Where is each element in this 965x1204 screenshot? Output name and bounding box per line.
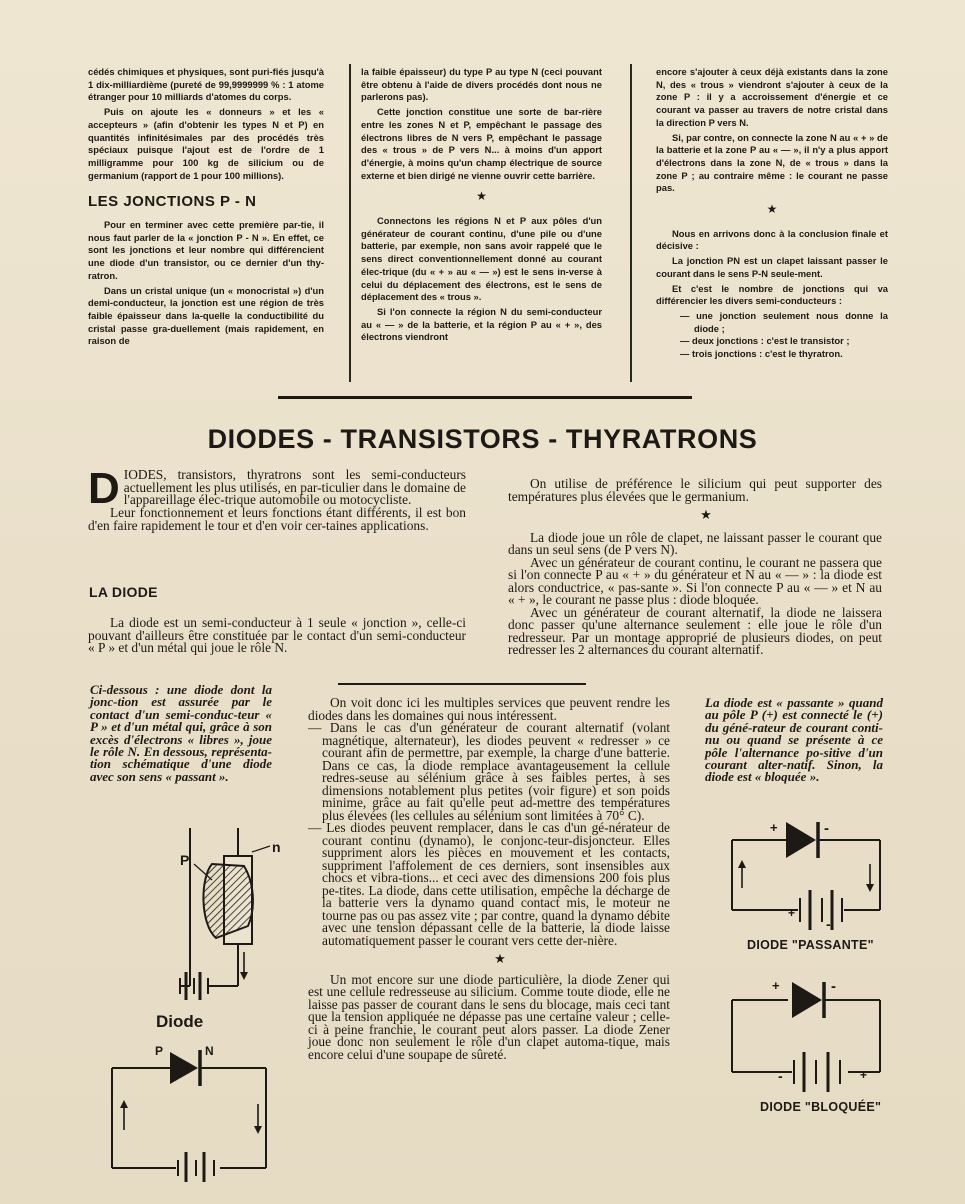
paragraph: Nous en arrivons donc à la conclusion finale et décisive : (656, 227, 888, 252)
schematic-n-label: N (205, 1044, 214, 1058)
paragraph: On voit donc ici les multiples services que peuvent rendre les diodes dans les domaines qui nous intéressent. (308, 695, 670, 723)
right-intro (508, 478, 882, 657)
top-column-2 (361, 66, 602, 346)
paragraph: encore s'ajouter à ceux déjà existants dans la zone N, des « trous » viendront s'ajouter à ceux de la zone P : il y a accroissement d'énergie et ce courant va passer au travers de notre cristal dans la direction P vers N. (656, 66, 888, 128)
p-label: P (180, 852, 190, 868)
caption-text: La diode est « passante » quand au pôle P (+) est connecté le (+) du géné-rateur de courant conti-nu ou quand se présente à ce pôle l'alternance po-sitive d'un courant alter-natif. Sinon, la diode est « bloquée ». (705, 695, 883, 785)
paragraph: Un mot encore sur une diode particulière, la diode Zener qui est une cellule redresseuse au silicium. Comme toute diode, elle ne laisse pas passer de courant dans le sens du blocage, mais ceci tant que la tension appliquée ne dépasse pas une certaine valeur ; celle-ci à peine franchie, le courant peut alors passer. La diode Zener joue donc non seulement le rôle d'un clapet automa-tique, mais encore celui d'une soupape de sûreté. (308, 971, 670, 1062)
paragraph: Si l'on connecte la région N du semi-conducteur au « — » de la batterie, et la région P au « + », des électrons viendront (361, 305, 602, 343)
list-item: — Les diodes peuvent remplacer, dans le cas d'un gé-nérateur de courant continu (dynamo), le conjonc-teur-disjoncteur. Elles suppriment alors les pièces en mouvement et les contacts, suppriment l'affolement de ces derniers, sont insensibles aux chocs et vibra-tions... et ceci avec des dimensions 200 fois plus pe-tites. La diode, dans cette utilisation, empêche la décharge de la batterie vers la dynamo quand contact mis, le moteur ne tourne pas ou pas assez vite ; par contre, quand la dynamo débite avec une tension dépassant celle de la batterie, la diode laisse automatiquement passer le courant vers cette der-nière. (308, 820, 670, 948)
minus-sign: - (831, 978, 836, 995)
paragraph: Connectons les régions N et P aux pôles d'un générateur de courant continu, d'une pile ou d'une batterie, par exemple, non sans avoir rappelé que le sens direct conventionnellement donné au courant élec-trique (du « + » au « — ») est le sens in-verse à celui du déplacement des électrons, est le sens de déplacement des « trous ». (361, 215, 602, 303)
star-separator: ★ (766, 202, 778, 217)
caption-text: Ci-dessous : une diode dont la jonc-tion est assurée par le contact d'un semi-conduc-teur « P » et d'un métal qui, grâce à son excès d'électrons « libres », joue le rôle N. En dessous, représenta-tion schématique d'une diode avec son sens « passant ». (90, 682, 272, 784)
minus-sign: - (778, 1068, 783, 1084)
column-divider (630, 64, 632, 382)
star-separator: ★ (476, 189, 487, 204)
paragraph: La diode joue un rôle de clapet, ne laissant passer le courant que dans un seul sens (de P vers N). (508, 529, 882, 557)
horizontal-rule (278, 396, 692, 399)
paragraph: Avec un générateur de courant continu, le courant ne passera que si l'on connecte P au « + » du générateur et N au « — » : la diode est alors conductrice, « pas-sante ». Si l'on connecte P au « — » et N au « + », le courant ne passe plus : diode bloquée. (508, 554, 882, 607)
plus-sign: + (860, 1068, 868, 1082)
paragraph: Puis on ajoute les « donneurs » et les « accepteurs » (afin d'obtenir les types N et P) en quantités infinitésimales par des procédés très spéciaux puisque l'ajout est de l'ordre de 1 milligramme pour 100 kg de silicium ou de germanium (rapport de 1 pour 100 millions). (88, 106, 324, 181)
list-item: — deux jonctions : c'est le transistor ; (680, 335, 850, 347)
diode-bloquee-figure (722, 976, 892, 1104)
horizontal-rule (338, 683, 586, 685)
drop-cap: D (88, 464, 120, 513)
star-separator: ★ (700, 507, 712, 522)
column-divider (349, 64, 351, 382)
star-separator: ★ (494, 951, 506, 966)
diode-intro (88, 617, 466, 655)
top-column-1 (88, 66, 324, 350)
list-item: — trois jonctions : c'est le thyratron. (680, 348, 843, 360)
paragraph: cédés chimiques et physiques, sont puri-fiés jusqu'à 1 dix-milliardième (pureté de 99,9999999 % : 1 atome étranger pour 10 milliards d'atomes du corps. (88, 66, 324, 103)
plus-sign: + (770, 820, 778, 835)
paragraph: la faible épaisseur) du type P au type N (ceci pouvant être obtenu à l'aide de divers procédés dont nous ne parlerons pas). (361, 66, 602, 103)
section-heading: LES JONCTIONS P - N (88, 193, 257, 211)
article-title: DIODES - TRANSISTORS - THYRATRONS (207, 424, 758, 454)
diode-passante-label: DIODE "PASSANTE" (747, 938, 874, 952)
paragraph: Leur fonctionnement et leurs fonctions étant différents, il est bon d'en faire rapidement le tour et d'en voir cer-taines applications. (88, 505, 466, 533)
paragraph: La jonction PN est un clapet laissant passer le courant dans le sens P-N seule-ment. (656, 255, 888, 279)
diode-label: Diode (156, 1012, 204, 1031)
paragraph: Pour en terminer avec cette première par-tie, il nous faut parler de la « jonction P - N ». En effet, ce sont les jonctions et leur nombre qui différencient une diode d'un transistor, ou ce dernier d'un thy-ratron. (88, 219, 324, 281)
list-item: — une jonction seulement nous donne la diode ; (680, 309, 888, 334)
diode-physical-figure (140, 828, 300, 1038)
paragraph: Dans un cristal unique (un « monocristal ») d'un demi-conducteur, la jonction est une région de très faible épaisseur dans la-quelle la conductibilité du cristal passe gra-duellement (mais rapidement, en raison de (88, 284, 324, 347)
paragraph: On utilise de préférence le silicium qui peut supporter des températures plus élevées que le germanium. (508, 476, 882, 504)
diode-passante-figure (722, 818, 892, 936)
paragraph: La diode est un semi-conducteur à 1 seule « jonction », celle-ci pouvant d'ailleurs être constituée par le contact d'un semi-conducteur « P » et d'un métal qui joue le rôle N. (88, 615, 466, 655)
figure-caption-right (705, 697, 883, 784)
schematic-p-label: P (155, 1044, 164, 1058)
plus-sign: + (772, 978, 780, 993)
paragraph: Avec un générateur de courant alternatif, la diode ne laissera donc passer qu'une alternance seulement : elle joue le rôle d'un redresseur. Par un montage approprié de plusieurs diodes, on peut redresser les 2 alternances du courant alternatif. (508, 604, 882, 657)
minus-sign: - (824, 820, 829, 837)
minus-sign: - (826, 916, 831, 932)
paragraph: Si, par contre, on connecte la zone N au « + » de la batterie et la zone P au « — », il n'y a plus apport d'électrons dans la zone N, de « trous » dans la zone P ; au contraire même : le courant ne passe pas. (656, 131, 888, 194)
paragraph: Et c'est le nombre de jonctions qui va différencier les divers semi-conducteurs : (656, 282, 888, 307)
middle-column (308, 697, 670, 1061)
diode-schematic-figure (100, 1040, 280, 1182)
top-column-3 (656, 66, 888, 361)
n-label: n (272, 839, 281, 855)
paragraph: Cette jonction constitue une sorte de bar-rière entre les zones N et P, empêchant le passage des électrons libres de N vers P, empêchant le passage des « trous » de P vers N... à moins d'un apport d'énergie, à moins qu'un champ électrique de source externe et bien dirigé ne vienne ouvrir cette barrière. (361, 106, 602, 181)
section-heading: LA DIODE (89, 584, 158, 600)
plus-sign: + (788, 906, 796, 920)
intro-text (88, 464, 466, 533)
figure-caption-left (90, 684, 272, 783)
diode-bloquee-label: DIODE "BLOQUÉE" (760, 1100, 882, 1114)
list-item: — Dans le cas d'un générateur de courant alternatif (volant magnétique, alternateur), les diodes peuvent « redresser » ce courant afin de permettre, par exemple, la charge d'une batterie. Dans ce cas, la diode remplace avantageusement la cellule redres-seuse au sélénium grâce à ses faibles pertes, à ses dimensions notablement plus petites (voir figure) et son poids minime, grâce au fait qu'elle peut ad-mettre des températures plus élevées (les cellules au sélénium sont limitées à 70° C). (308, 720, 670, 823)
intro-paragraph: IODES, transistors, thyratrons sont les semi-conducteurs actuellement les plus utilisés, en par-ticulier dans le domaine de l'appareillage élec-trique automobile ou motocycliste. (123, 467, 466, 507)
